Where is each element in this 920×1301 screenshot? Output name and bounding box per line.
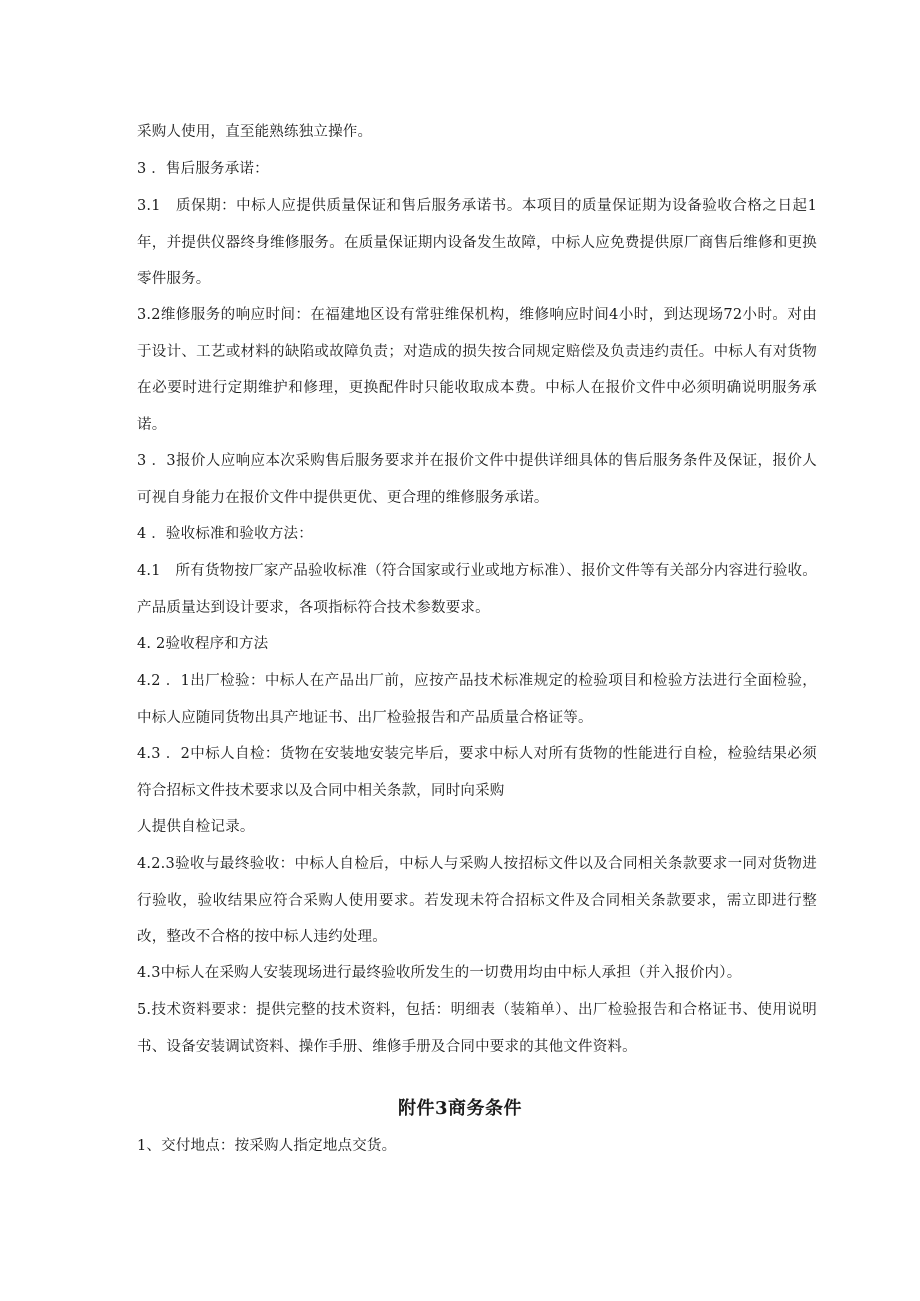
paragraph-technical-docs: 5.技术资料要求：提供完整的技术资料，包括：明细表（装箱单）、出厂检验报告和合格证书、使用说明书、设备安装调试资料、操作手册、维修手册及合同中要求的其他文件资料。 <box>137 1002 817 1055</box>
paragraph-warranty: 3.1 质保期：中标人应提供质量保证和售后服务承诺书。本项目的质量保证期为设备验收合格之日起1年，并提供仪器终身维修服务。在质量保证期内设备发生故障，中标人应免费提供原厂商售后维修和更换零件服务。 <box>137 198 817 287</box>
paragraph-acceptance-standard: 4.1 所有货物按厂家产品验收标准（符合国家或行业或地方标准）、报价文件等有关部分内容进行验收。产品质量达到设计要求，各项指标符合技术参数要求。 <box>137 563 817 616</box>
paragraph-acceptance-procedure: 4. 2验收程序和方法 <box>137 636 269 652</box>
paragraph-training: 采购人使用，直至能熟练独立操作。 <box>137 124 373 140</box>
paragraph-quote-service: 3 ．3报价人应响应本次采购售后服务要求并在报价文件中提供详细具体的售后服务条件及保证，报价人可视自身能力在报价文件中提供更优、更合理的维修服务承诺。 <box>137 453 817 506</box>
paragraph-self-inspection-record: 人提供自检记录。 <box>137 819 255 835</box>
paragraph-response-time: 3.2维修服务的响应时间：在福建地区设有常驻维保机构，维修响应时间4小时，到达现场72小时。对由于设计、工艺或材料的缺陷或故障负责；对造成的损失按合同规定赔偿及负责违约责任。中标人有对货物在必要时进行定期维护和修理，更换配件时只能收取成本费。中标人在报价文件中必须明确说明服务承诺。 <box>137 307 817 433</box>
paragraph-acceptance-cost: 4.3中标人在采购人安装现场进行最终验收所发生的一切费用均由中标人承担（并入报价内）。 <box>137 965 742 981</box>
paragraph-acceptance-heading: 4 ．验收标准和验收方法： <box>137 526 313 542</box>
paragraph-self-inspection: 4.3 ．2中标人自检：货物在安装地安装完毕后，要求中标人对所有货物的性能进行自检，检验结果必须符合招标文件技术要求以及合同中相关条款，同时向采购 <box>137 746 817 799</box>
paragraph-delivery-location: 1、交付地点：按采购人指定地点交货。 <box>137 1138 397 1154</box>
paragraph-factory-inspection: 4.2 ．1出厂检验：中标人在产品出厂前，应按产品技术标准规定的检验项目和检验方法进行全面检验，中标人应随同货物出具产地证书、出厂检验报告和产品质量合格证等。 <box>137 673 817 726</box>
section-title: 附件3商务条件 <box>397 1098 523 1119</box>
paragraph-after-sales-heading: 3 ．售后服务承诺： <box>137 161 269 177</box>
paragraph-final-acceptance: 4.2.3验收与最终验收：中标人自检后，中标人与采购人按招标文件以及合同相关条款要求一同对货物进行验收，验收结果应符合采购人使用要求。若发现未符合招标文件及合同相关条款要求，需立即进行整改，整改不合格的按中标人违约处理。 <box>137 856 817 945</box>
